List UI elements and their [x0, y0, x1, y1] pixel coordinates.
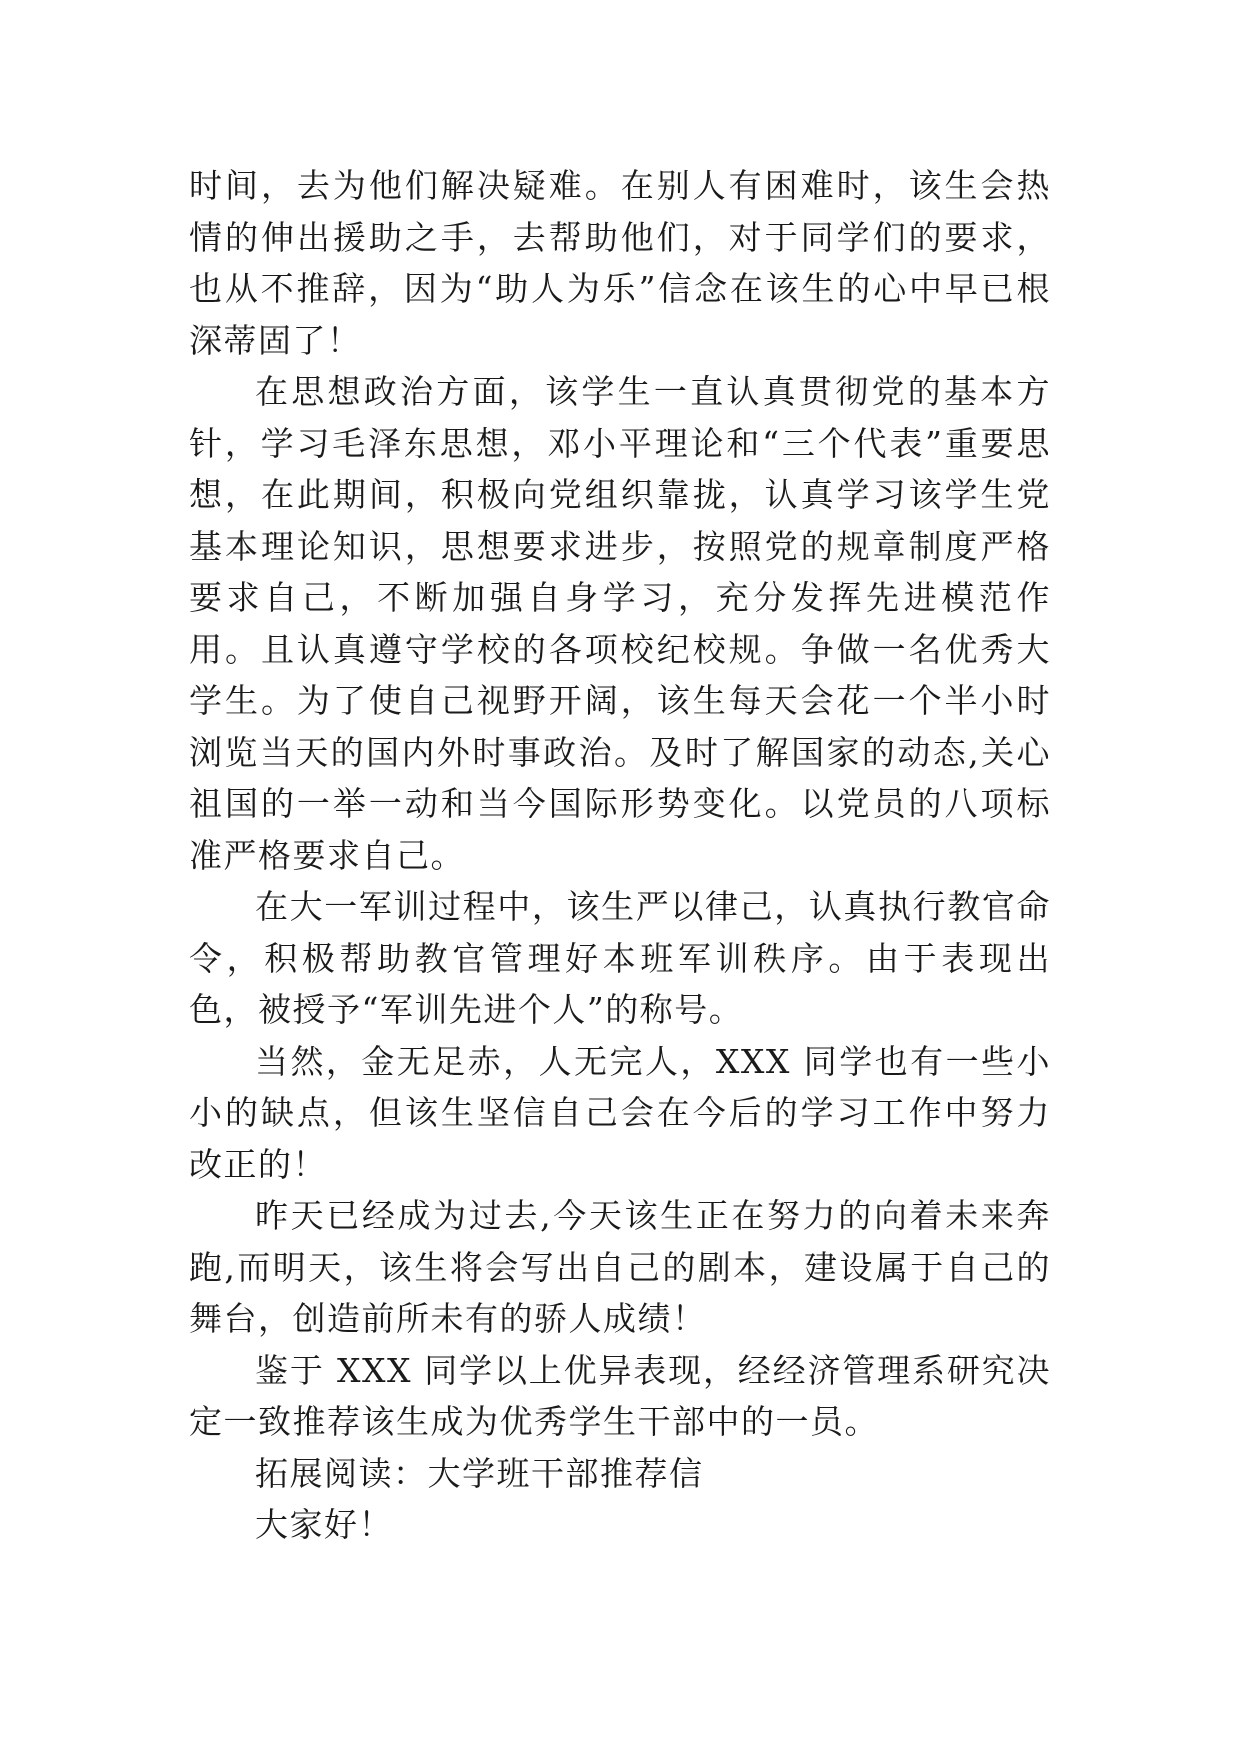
paragraph-continuation: 时间，去为他们解决疑难。在别人有困难时，该生会热情的伸出援助之手，去帮助他们，对于同学们的要求，也从不推辞，因为“助人为乐”信念在该生的心中早已根深蒂固了！ [189, 166, 1051, 360]
paragraph-recommendation: 鉴于 XXX 同学以上优异表现，经经济管理系研究决定一致推荐该生成为优秀学生干部中的一员。 [189, 1350, 1051, 1441]
paragraph-shortcomings: 当然，金无足赤，人无完人，XXX 同学也有一些小小的缺点，但该生坚信自己会在今后的学习工作中努力改正的！ [189, 1041, 1051, 1184]
paragraph-future: 昨天已经成为过去,今天该生正在努力的向着未来奔跑,而明天，该生将会写出自己的剧本，建设属于自己的舞台，创造前所未有的骄人成绩！ [189, 1196, 1051, 1338]
document-body [189, 160, 1051, 1551]
paragraph-military-training: 在大一军训过程中，该生严以律己，认真执行教官命令，积极帮助教官管理好本班军训秩序。由于表现出色，被授予“军训先进个人”的称号。 [189, 887, 1051, 1029]
paragraph-political-thought: 在思想政治方面，该学生一直认真贯彻党的基本方针，学习毛泽东思想，邓小平理论和“三个代表”重要思想，在此期间，积极向党组织靠拢，认真学习该学生党基本理论知识，思想要求进步，按照党的规章制度严格要求自己，不断加强自身学习，充分发挥先进模范作用。且认真遵守学校的各项校纪校规。争做一名优秀大学生。为了使自己视野开阔，该生每天会花一个半小时浏览当天的国内外时事政治。及时了解国家的动态,关心祖国的一举一动和当今国际形势变化。以党员的八项标准严格要求自己。 [189, 372, 1051, 875]
greeting: 大家好！ [255, 1505, 393, 1544]
extended-reading-heading: 拓展阅读：大学班干部推荐信 [255, 1453, 704, 1493]
